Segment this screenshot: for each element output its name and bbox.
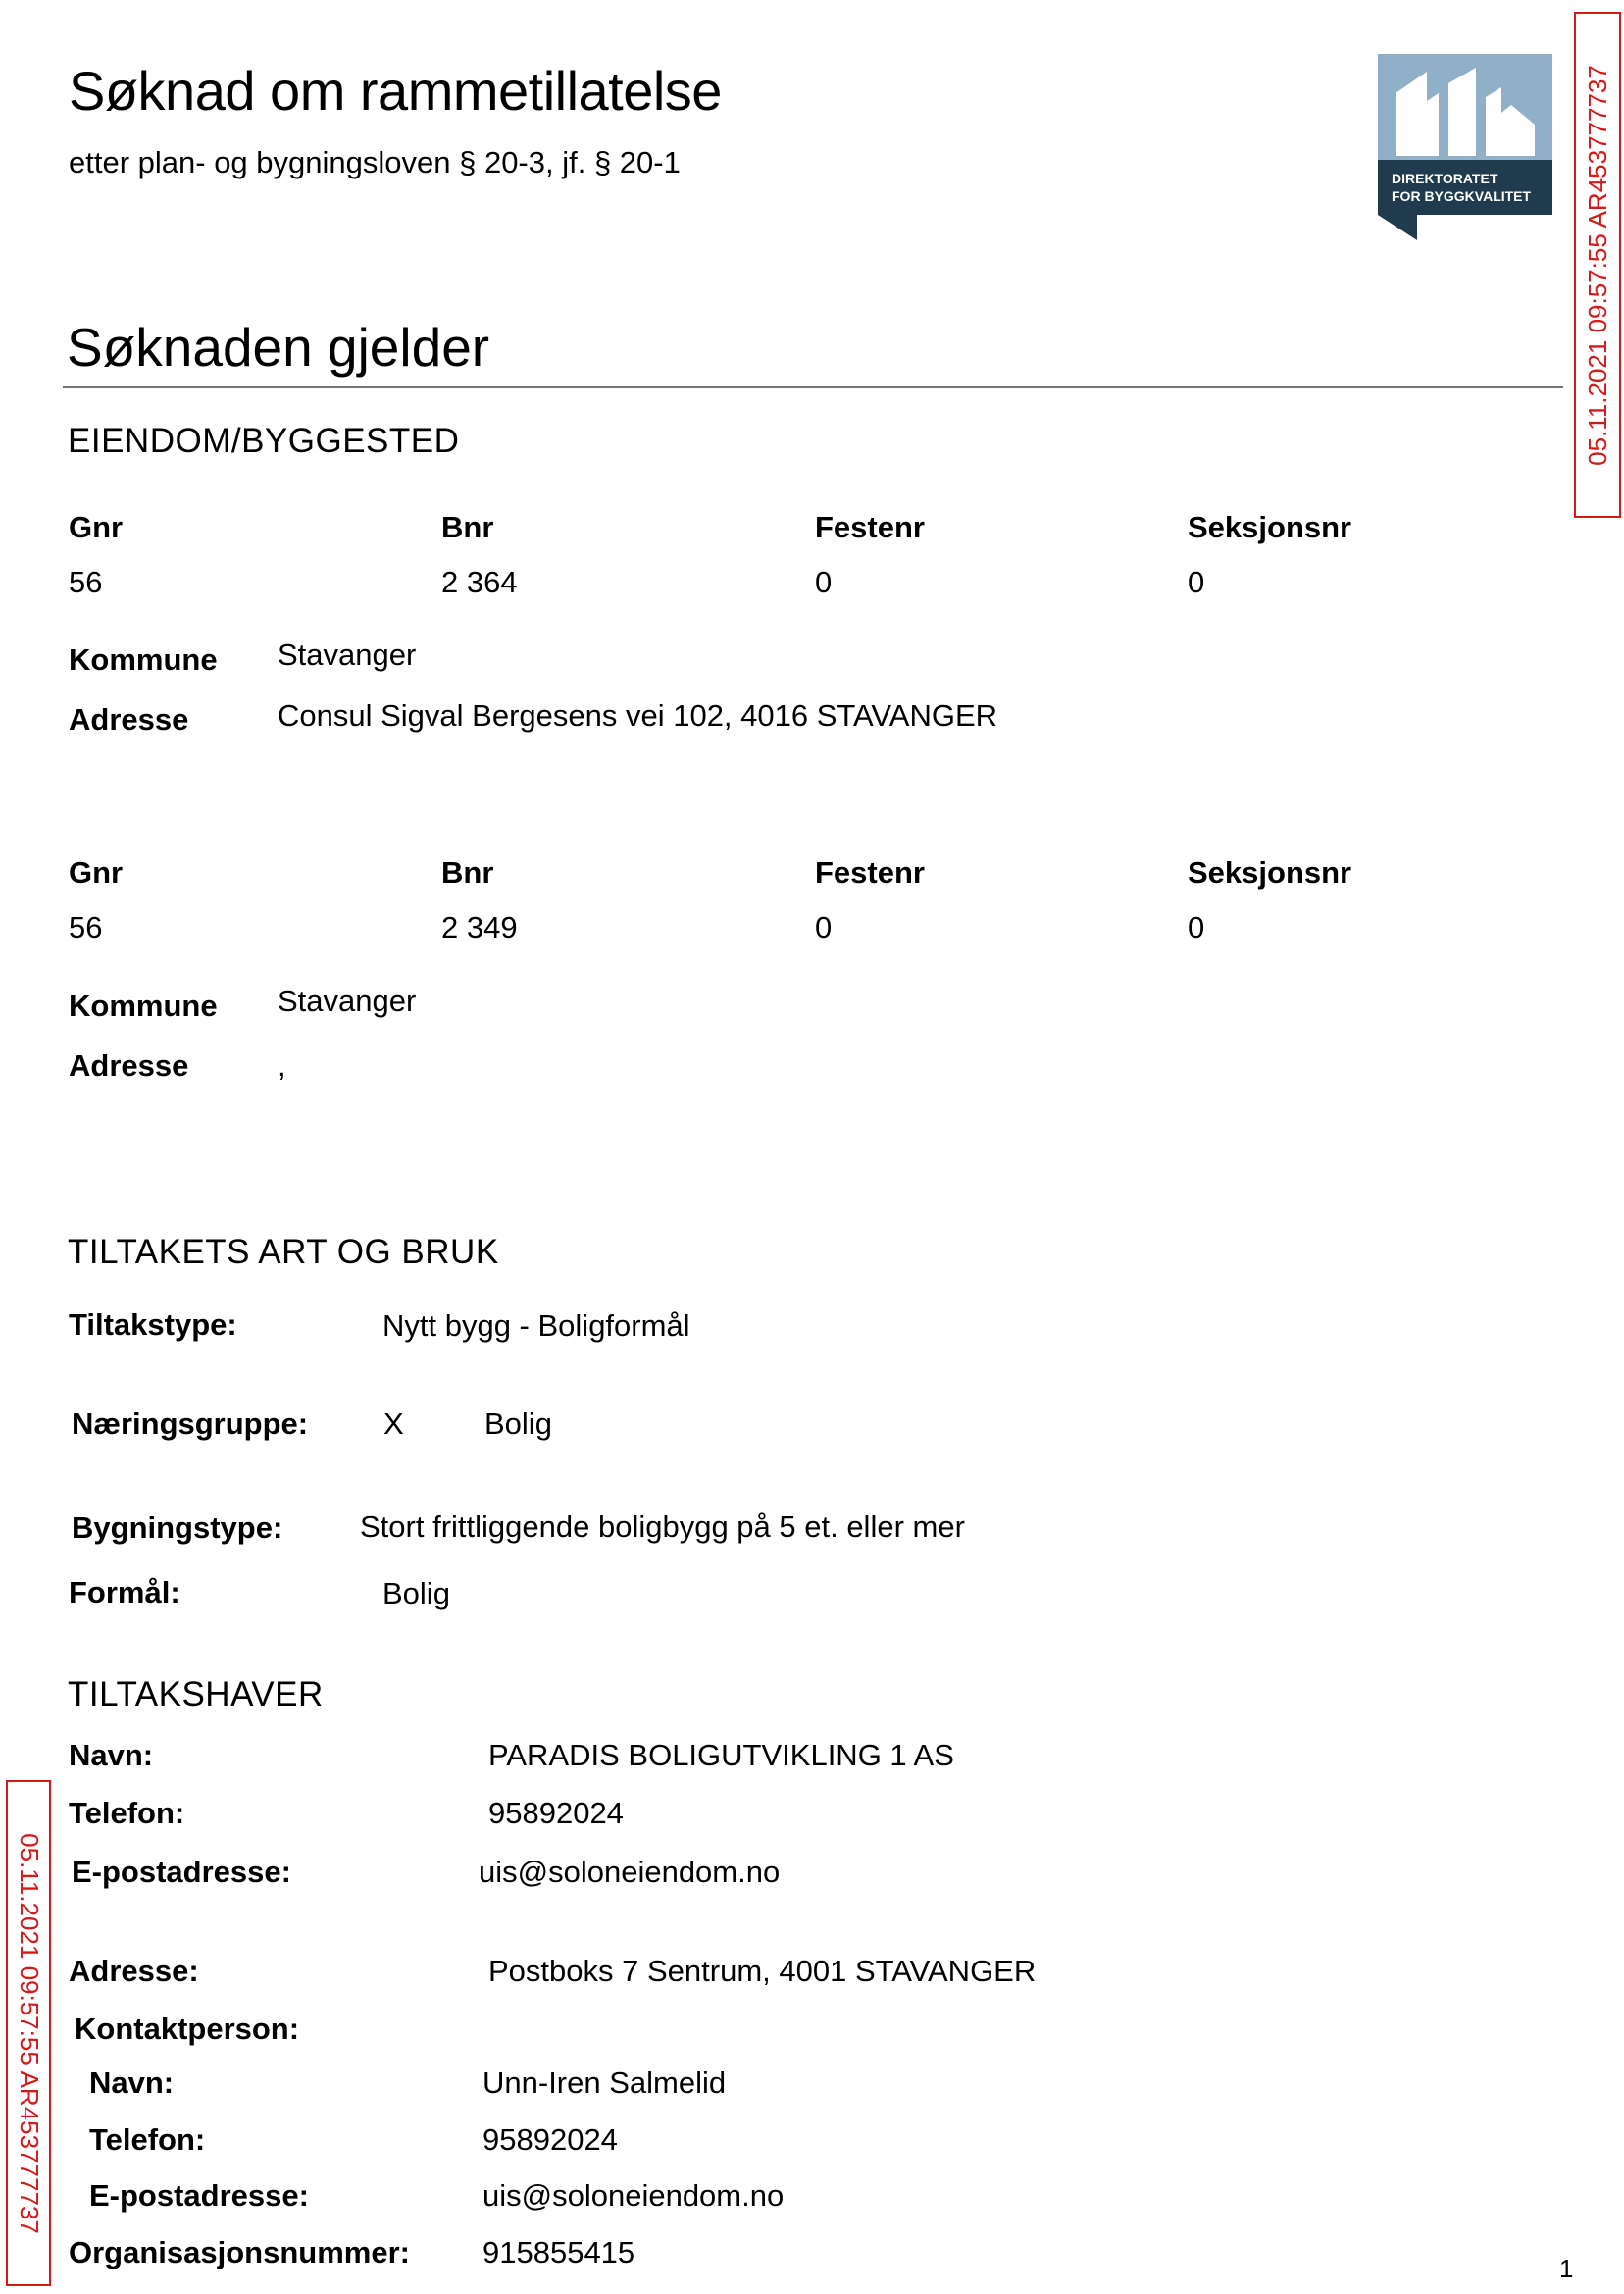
naeringsgruppe-value: Bolig xyxy=(484,1406,552,1441)
col-bnr: Bnr xyxy=(441,510,494,544)
adresse-value: Postboks 7 Sentrum, 4001 STAVANGER xyxy=(488,1954,1037,1988)
col-festenr-2: Festenr xyxy=(815,855,925,890)
tiltakstype-label: Tiltakstype: xyxy=(69,1307,237,1342)
kontakt-navn-value: Unn-Iren Salmelid xyxy=(482,2065,727,2100)
col-bnr-2: Bnr xyxy=(441,855,494,890)
dibk-logo xyxy=(1378,54,1552,240)
property-2-festenr: 0 xyxy=(815,910,833,944)
formal-value: Bolig xyxy=(382,1576,450,1610)
adresse-label: Adresse: xyxy=(69,1954,199,1988)
telefon-value: 95892024 xyxy=(488,1796,624,1830)
svg-text:DIREKTORATET: DIREKTORATET xyxy=(1392,171,1498,186)
col-gnr: Gnr xyxy=(69,510,124,544)
bygningstype-value: Stort frittliggende boligbygg på 5 et. eller mer xyxy=(360,1509,965,1544)
kontakt-epost-label: E-postadresse: xyxy=(89,2178,309,2213)
property-2-kommune: Stavanger xyxy=(278,984,417,1018)
property-2-adresse-label: Adresse xyxy=(69,1048,189,1083)
telefon-label: Telefon: xyxy=(69,1796,185,1830)
eiendom-heading: EIENDOM/BYGGESTED xyxy=(68,422,460,460)
document-subtitle: etter plan- og bygningsloven § 20-3, jf. § 20-1 xyxy=(69,145,681,179)
stamp-top-right: 05.11.2021 09:57:55 AR453777737 xyxy=(1574,12,1621,518)
naeringsgruppe-checkmark: X xyxy=(383,1406,404,1441)
property-1-bnr: 2 364 xyxy=(441,565,518,599)
col-seksjonsnr-2: Seksjonsnr xyxy=(1188,855,1352,890)
epost-value: uis@soloneiendom.no xyxy=(479,1855,781,1889)
property-2-bnr: 2 349 xyxy=(441,910,518,944)
property-1-adresse: Consul Sigval Bergesens vei 102, 4016 STAVANGER xyxy=(278,698,998,733)
kontakt-epost-value: uis@soloneiendom.no xyxy=(482,2178,785,2213)
orgnr-value: 915855415 xyxy=(482,2235,635,2269)
property-1-gnr: 56 xyxy=(69,565,103,599)
epost-label: E-postadresse: xyxy=(72,1855,291,1889)
naeringsgruppe-label: Næringsgruppe: xyxy=(72,1406,309,1441)
section-divider xyxy=(63,386,1563,388)
formal-label: Formål: xyxy=(69,1575,180,1609)
property-1-festenr: 0 xyxy=(815,565,833,599)
document-title: Søknad om rammetillatelse xyxy=(69,60,722,122)
tiltak-heading: TILTAKETS ART OG BRUK xyxy=(68,1233,499,1271)
section-heading: Søknaden gjelder xyxy=(67,317,490,378)
property-1-kommune: Stavanger xyxy=(278,637,417,672)
page-number: 1 xyxy=(1559,2254,1574,2283)
kontakt-navn-label: Navn: xyxy=(89,2065,175,2100)
tiltakshaver-heading: TILTAKSHAVER xyxy=(68,1675,324,1713)
kontakt-telefon-value: 95892024 xyxy=(482,2122,618,2157)
property-1-kommune-label: Kommune xyxy=(69,642,218,677)
property-2-seksjonsnr: 0 xyxy=(1188,910,1205,944)
navn-value: PARADIS BOLIGUTVIKLING 1 AS xyxy=(488,1738,954,1772)
col-gnr-2: Gnr xyxy=(69,855,124,890)
navn-label: Navn: xyxy=(69,1738,154,1772)
property-1-seksjonsnr: 0 xyxy=(1188,565,1205,599)
property-1-adresse-label: Adresse xyxy=(69,702,189,737)
stamp-left: 05.11.2021 09:57:55 AR453777737 xyxy=(6,1780,51,2286)
orgnr-label: Organisasjonsnummer: xyxy=(69,2235,410,2269)
col-festenr: Festenr xyxy=(815,510,925,544)
col-seksjonsnr: Seksjonsnr xyxy=(1188,510,1352,544)
bygningstype-label: Bygningstype: xyxy=(72,1510,283,1545)
tiltakstype-value: Nytt bygg - Boligformål xyxy=(382,1308,690,1343)
kontakt-telefon-label: Telefon: xyxy=(89,2122,206,2157)
svg-text:FOR BYGGKVALITET: FOR BYGGKVALITET xyxy=(1392,188,1532,204)
kontaktperson-label: Kontaktperson: xyxy=(75,2012,300,2046)
property-2-gnr: 56 xyxy=(69,910,103,944)
property-2-adresse: , xyxy=(278,1048,286,1083)
property-2-kommune-label: Kommune xyxy=(69,989,218,1023)
